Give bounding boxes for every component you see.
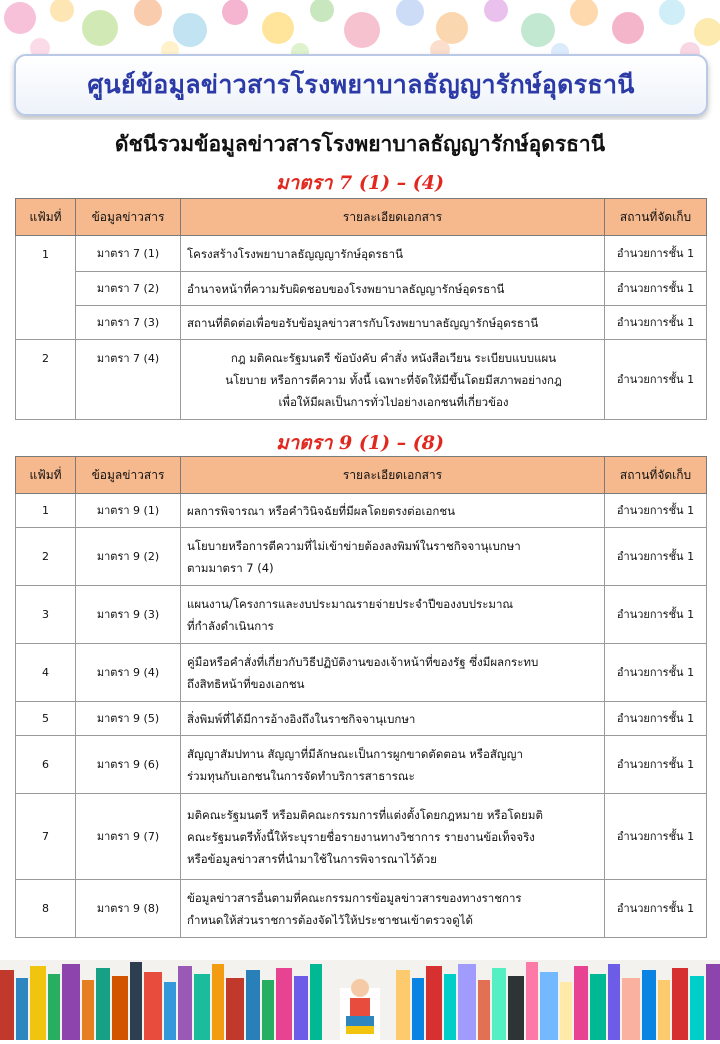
detail-cell	[181, 702, 605, 736]
file-number: 1	[16, 236, 76, 340]
table-article-9	[15, 456, 707, 938]
info-cell: มาตรา 7 (3)	[76, 306, 181, 340]
section-title-article-7: มาตรา 7 (1) – (4)	[276, 172, 444, 194]
file-number: 7	[16, 794, 76, 880]
table-header-row	[16, 457, 707, 494]
info-cell: มาตรา 9 (7)	[76, 794, 181, 880]
file-number: 8	[16, 880, 76, 938]
table-header-row	[16, 199, 707, 236]
location-cell: อำนวยการชั้น 1	[605, 236, 707, 272]
col-header-location: สถานที่จัดเก็บ	[605, 199, 707, 236]
info-cell: มาตรา 7 (4)	[76, 340, 181, 420]
detail-cell	[181, 794, 605, 880]
detail-line: แผนงาน/โครงการและงบประมาณรายจ่ายประจำปีของงบประมาณ	[187, 596, 514, 611]
info-cell: มาตรา 9 (5)	[76, 702, 181, 736]
detail-line: สัญญาสัมปทาน สัญญาที่มีลักษณะเป็นการผูกขาดตัดตอน หรือสัญญา	[187, 746, 523, 761]
detail-cell	[181, 340, 605, 420]
banner-title: ศูนย์ข้อมูลข่าวสารโรงพยาบาลธัญญารักษ์อุดรธานี	[87, 70, 635, 99]
detail-cell	[181, 736, 605, 794]
col-header-location: สถานที่จัดเก็บ	[605, 457, 707, 494]
col-header-file: แฟ้มที่	[16, 199, 76, 236]
table-row	[16, 528, 707, 586]
location-cell: อำนวยการชั้น 1	[605, 340, 707, 420]
books-graphic	[0, 960, 720, 1040]
info-cell: มาตรา 9 (1)	[76, 494, 181, 528]
info-cell: มาตรา 9 (6)	[76, 736, 181, 794]
table-row	[16, 272, 707, 306]
info-cell: มาตรา 7 (2)	[76, 272, 181, 306]
location-cell: อำนวยการชั้น 1	[605, 306, 707, 340]
table-article-7	[15, 198, 707, 420]
table-row	[16, 880, 707, 938]
detail-cell	[181, 528, 605, 586]
info-cell: มาตรา 7 (1)	[76, 236, 181, 272]
detail-line: คู่มือหรือคำสั่งที่เกี่ยวกับวิธีปฏิบัติงานของเจ้าหน้าที่ของรัฐ ซึ่งมีผลกระทบ	[187, 654, 539, 669]
location-cell: อำนวยการชั้น 1	[605, 494, 707, 528]
detail-line: ที่กำลังดำเนินการ	[187, 618, 274, 633]
decorative-header-pattern	[0, 0, 720, 120]
bookshelf-decoration	[0, 960, 720, 1040]
table-row	[16, 736, 707, 794]
file-number: 2	[16, 340, 76, 420]
detail-cell	[181, 644, 605, 702]
section-title-article-9: มาตรา 9 (1) – (8)	[276, 432, 444, 454]
table-row	[16, 306, 707, 340]
file-number: 3	[16, 586, 76, 644]
detail-line: กฎ มติคณะรัฐมนตรี ข้อบังคับ คำสั่ง หนังสือเวียน ระเบียบแบบแผน	[230, 350, 557, 365]
detail-line: นโยบาย หรือการตีความ ทั้งนี้ เฉพาะที่จัดให้มีขึ้นโดยมีสภาพอย่างกฎ	[225, 372, 562, 387]
detail-line: ตามมาตรา 7 (4)	[187, 560, 274, 575]
detail-line: กำหนดให้ส่วนราชการต้องจัดไว้ให้ประชาชนเข้าตรวจดูได้	[187, 912, 473, 927]
detail-cell: โครงสร้างโรงพยาบาลธัญญญารักษ์อุดรธานี	[181, 236, 605, 272]
location-cell: อำนวยการชั้น 1	[605, 528, 707, 586]
detail-line: มติคณะรัฐมนตรี หรือมติคณะกรรมการที่แต่งตั้งโดยกฎหมาย หรือโดยมติ	[187, 807, 543, 822]
file-number: 2	[16, 528, 76, 586]
location-cell: อำนวยการชั้น 1	[605, 272, 707, 306]
location-cell: อำนวยการชั้น 1	[605, 880, 707, 938]
detail-line: หรือข้อมูลข่าวสารที่นำมาใช้ในการพิจารณาไว้ด้วย	[187, 851, 437, 866]
file-number: 6	[16, 736, 76, 794]
col-header-detail: รายละเอียดเอกสาร	[181, 457, 605, 494]
page-title: ดัชนีรวมข้อมูลข่าวสารโรงพยาบาลธัญญารักษ์อุดรธานี	[114, 132, 606, 156]
file-number: 5	[16, 702, 76, 736]
detail-line: ถึงสิทธิหน้าที่ของเอกชน	[187, 676, 305, 691]
banner	[14, 54, 708, 116]
table-row	[16, 586, 707, 644]
detail-cell	[181, 494, 605, 528]
table-row	[16, 644, 707, 702]
detail-cell: อำนาจหน้าที่ความรับผิดชอบของโรงพยาบาลธัญญารักษ์อุดรธานี	[181, 272, 605, 306]
table-row	[16, 340, 707, 420]
col-header-detail: รายละเอียดเอกสาร	[181, 199, 605, 236]
detail-cell: สถานที่ติดต่อเพื่อขอรับข้อมูลข่าวสารกับโรงพยาบาลธัญญารักษ์อุดรธานี	[181, 306, 605, 340]
col-header-info: ข้อมูลข่าวสาร	[76, 457, 181, 494]
info-cell: มาตรา 9 (8)	[76, 880, 181, 938]
info-cell: มาตรา 9 (4)	[76, 644, 181, 702]
location-cell: อำนวยการชั้น 1	[605, 586, 707, 644]
detail-line: ข้อมูลข่าวสารอื่นตามที่คณะกรรมการข้อมูลข่าวสารของทางราชการ	[187, 890, 522, 905]
col-header-file: แฟ้มที่	[16, 457, 76, 494]
table-row	[16, 702, 707, 736]
detail-cell	[181, 880, 605, 938]
info-cell: มาตรา 9 (3)	[76, 586, 181, 644]
info-cell: มาตรา 9 (2)	[76, 528, 181, 586]
detail-line: เพื่อให้มีผลเป็นการทั่วไปอย่างเอกชนที่เกี่ยวข้อง	[278, 394, 509, 409]
table-row	[16, 794, 707, 880]
file-number: 4	[16, 644, 76, 702]
detail-cell	[181, 586, 605, 644]
location-cell: อำนวยการชั้น 1	[605, 794, 707, 880]
table-row	[16, 236, 707, 272]
file-number: 1	[16, 494, 76, 528]
detail-line: นโยบายหรือการตีความที่ไม่เข้าข่ายต้องลงพิมพ์ในราชกิจจานุเบกษา	[187, 538, 521, 553]
col-header-info: ข้อมูลข่าวสาร	[76, 199, 181, 236]
detail-line: ร่วมทุนกับเอกชนในการจัดทำบริการสาธารณะ	[187, 768, 415, 783]
table-row	[16, 494, 707, 528]
detail-line: คณะรัฐมนตรีทั้งนี้ให้ระบุรายชื่อรายงานทางวิชาการ รายงานข้อเท็จจริง	[187, 829, 535, 844]
detail-line: ผลการพิจารณา หรือคำวินิจฉัยที่มีผลโดยตรงต่อเอกชน	[187, 503, 455, 518]
location-cell: อำนวยการชั้น 1	[605, 702, 707, 736]
location-cell: อำนวยการชั้น 1	[605, 644, 707, 702]
location-cell: อำนวยการชั้น 1	[605, 736, 707, 794]
detail-line: สิ่งพิมพ์ที่ได้มีการอ้างอิงถึงในราชกิจจานุเบกษา	[187, 711, 416, 726]
